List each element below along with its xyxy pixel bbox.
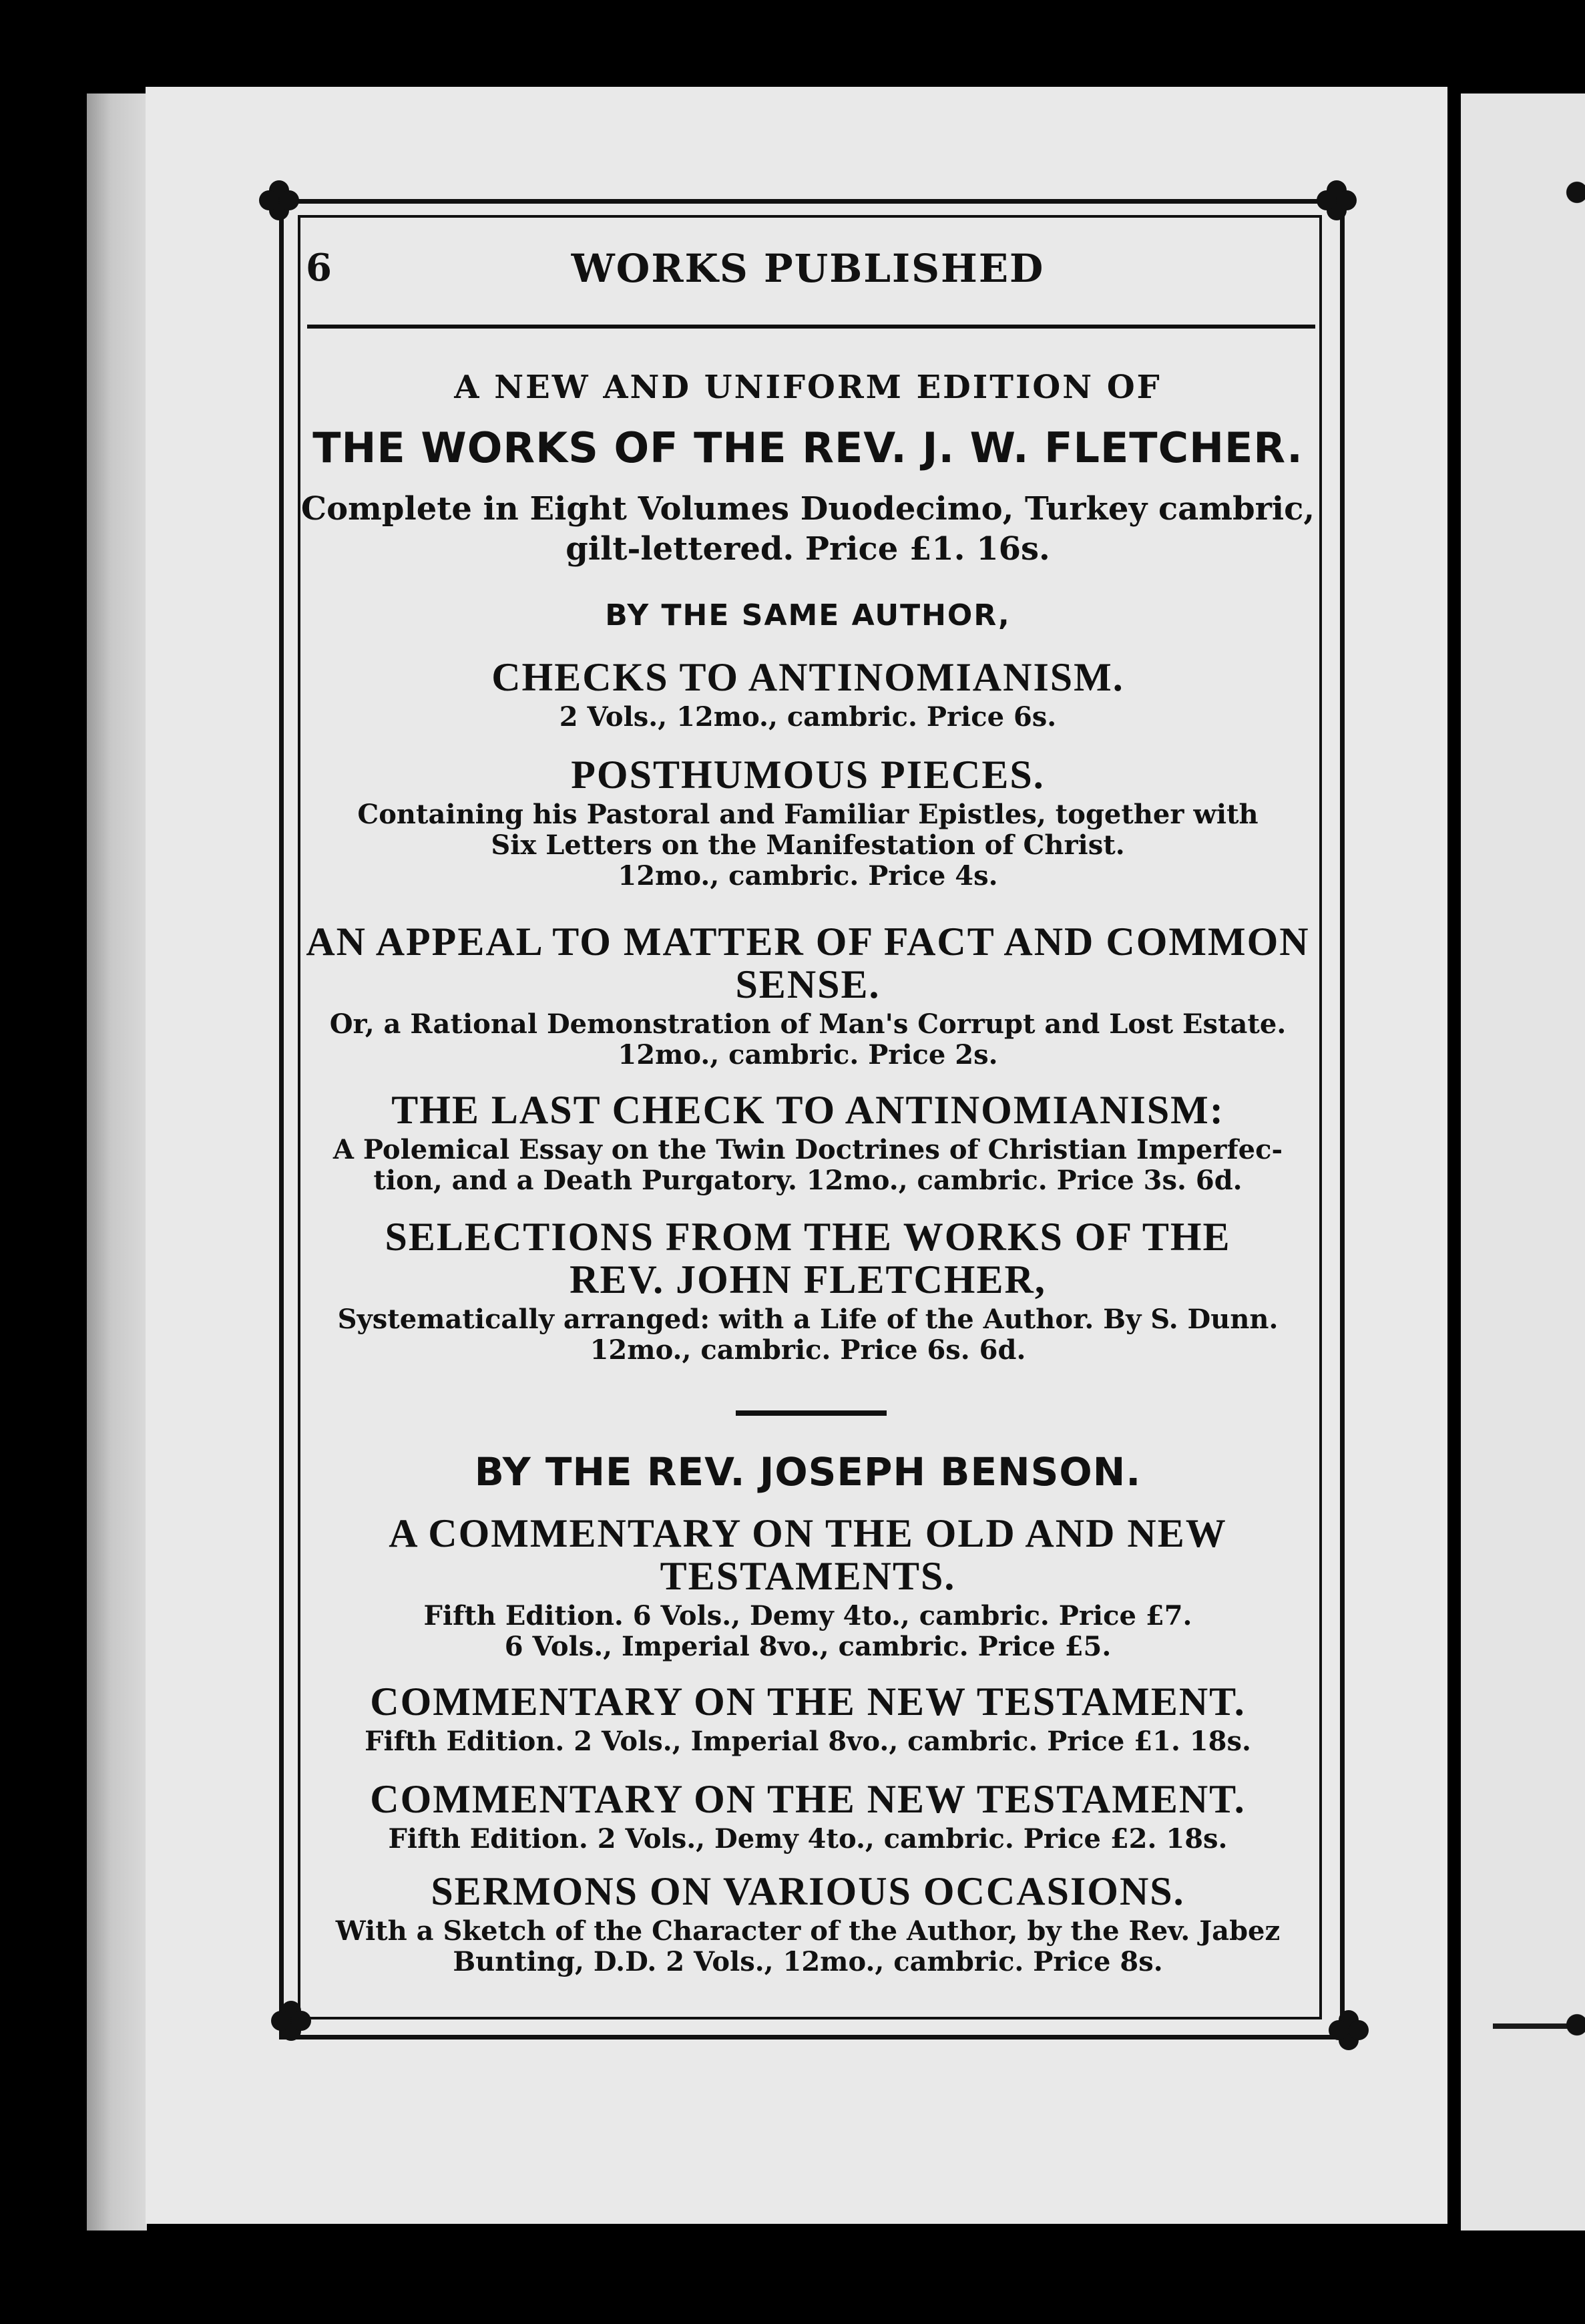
header-rule: [307, 325, 1315, 329]
book-title: CHECKS TO ANTINOMIANISM.: [491, 655, 1124, 699]
book-title: THE LAST CHECK TO ANTINOMIANISM:: [391, 1088, 1224, 1132]
book-details: 12mo., cambric. Price 6s. 6d.: [590, 1334, 1026, 1366]
page-content: [300, 227, 1315, 2003]
book-title: SELECTIONS FROM THE WORKS OF THE: [385, 1215, 1231, 1259]
facing-page-edge: [1461, 93, 1585, 2231]
book-details: Bunting, D.D. 2 Vols., 12mo., cambric. Price 8s.: [453, 1946, 1163, 1977]
book-details: 12mo., cambric. Price 4s.: [618, 860, 998, 892]
running-head: WORKS PUBLISHED: [571, 246, 1045, 291]
book-details: Six Letters on the Manifestation of Christ.: [491, 829, 1125, 861]
author-heading: BY THE REV. JOSEPH BENSON.: [474, 1449, 1142, 1495]
corner-ornament-top-left: [259, 180, 299, 220]
book-title: AN APPEAL TO MATTER OF FACT AND COMMON: [306, 920, 1310, 964]
book-details: tion, and a Death Purgatory. 12mo., cambric. Price 3s. 6d.: [373, 1165, 1242, 1196]
works-description-line: gilt-lettered. Price £1. 16s.: [565, 530, 1050, 568]
book-title: POSTHUMOUS PIECES.: [571, 753, 1045, 797]
book-title: REV. JOHN FLETCHER,: [570, 1257, 1046, 1302]
book-details: With a Sketch of the Character of the Author, by the Rev. Jabez: [335, 1915, 1281, 1947]
book-details: Fifth Edition. 6 Vols., Demy 4to., cambric. Price £7.: [423, 1600, 1192, 1631]
page-edge: [87, 93, 147, 2231]
works-title: THE WORKS OF THE REV. J. W. FLETCHER.: [312, 423, 1303, 472]
facing-page-corner-ornament: [1564, 179, 1585, 206]
page-number: 6: [306, 246, 332, 290]
works-description-line: Complete in Eight Volumes Duodecimo, Turkey cambric,: [300, 490, 1315, 528]
book-details: Or, a Rational Demonstration of Man's Corrupt and Lost Estate.: [329, 1008, 1287, 1040]
book-title: A COMMENTARY ON THE OLD AND NEW: [389, 1511, 1227, 1555]
facing-page-corner-ornament: [1564, 2011, 1585, 2038]
book-details: A Polemical Essay on the Twin Doctrines of Christian Imperfec-: [332, 1134, 1283, 1165]
edition-intro: A NEW AND UNIFORM EDITION OF: [454, 369, 1162, 406]
corner-ornament-top-right: [1317, 180, 1357, 220]
book-details: Containing his Pastoral and Familiar Epistles, together with: [357, 799, 1259, 830]
corner-ornament-bottom-left: [271, 2001, 311, 2041]
book-title: SERMONS ON VARIOUS OCCASIONS.: [431, 1869, 1185, 1913]
book-details: Fifth Edition. 2 Vols., Imperial 8vo., cambric. Price £1. 18s.: [365, 1726, 1251, 1757]
section-divider: [736, 1410, 887, 1416]
book-details: Fifth Edition. 2 Vols., Demy 4to., cambric. Price £2. 18s.: [388, 1823, 1228, 1855]
book-title: COMMENTARY ON THE NEW TESTAMENT.: [370, 1777, 1246, 1821]
book-title: TESTAMENTS.: [660, 1554, 956, 1598]
corner-ornament-bottom-right: [1329, 2010, 1369, 2050]
same-author-heading: BY THE SAME AUTHOR,: [605, 598, 1011, 632]
book-details: 6 Vols., Imperial 8vo., cambric. Price £5.: [504, 1631, 1112, 1662]
book-details: Systematically arranged: with a Life of the Author. By S. Dunn.: [337, 1304, 1279, 1335]
book-title: SENSE.: [735, 962, 881, 1006]
book-details: 12mo., cambric. Price 2s.: [618, 1039, 998, 1071]
book-details: 2 Vols., 12mo., cambric. Price 6s.: [559, 701, 1057, 733]
book-title: COMMENTARY ON THE NEW TESTAMENT.: [370, 1680, 1246, 1724]
